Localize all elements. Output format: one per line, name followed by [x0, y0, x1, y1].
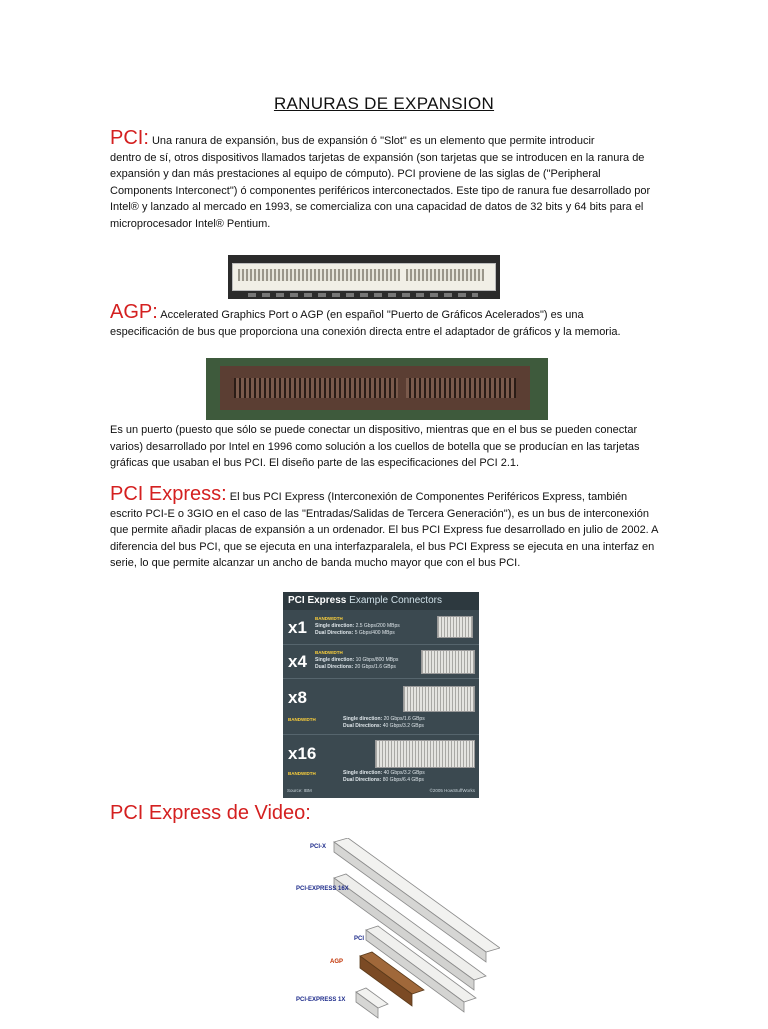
pcie-x4-connector [421, 650, 475, 674]
page-title: RANURAS DE EXPANSION [273, 94, 495, 113]
agp-slot-image [206, 358, 548, 420]
label-agp: AGP [330, 959, 344, 965]
agp-paragraph [110, 302, 658, 340]
agp-paragraph-2: Es un puerto (puesto que sólo se puede conectar un dispositivo, mientras que en el bus se pueden conectar varios) desarrollado por Intel en 1996 como solución a los cuellos de botella que se producían en las tarjetas gráficas que usaban el bus PCI. El diseño parte de las especificaciones del PCI 2.1. [110, 424, 640, 469]
label-pci-express-1x: PCI-EXPRESS 1X [296, 997, 346, 1003]
agp-heading: AGP: [110, 301, 158, 323]
label-pci: PCI [354, 936, 365, 942]
pcie-x8-label: x8 [288, 688, 307, 707]
pcie-figure-source: Source: IBM [287, 788, 312, 793]
pci-express-video-heading: PCI Express de Video: [110, 802, 311, 824]
pcie-x8-connector [403, 686, 475, 712]
label-pci-x: PCI-X [310, 844, 327, 850]
pci-express-text-rest: escrito PCI-E o 3GIO en el caso de las "Entradas/Salidas de Tercera Generación"), es un bus de interconexión que permite añadir placas de expansión a un ordenador. El bus PCI Express fue desarrollado en julio de 2002. A diferencia del bus PCI, que se ejecuta en una interfazparalela, el bus PCI Express se ejecuta en una interfaz en serie, lo que permite alcanzar un ancho de banda mucho mayor que con el bus PCI. [110, 507, 658, 569]
agp-text-first: Accelerated Graphics Port o AGP (en español "Puerto de Gráficos Acelerados") es una [160, 309, 584, 321]
pcie-x1-label: x1 [288, 618, 307, 637]
pci-slot-image [228, 255, 500, 299]
pci-express-text-first: El bus PCI Express (Interconexión de Componentes Periféricos Express, también [229, 491, 628, 503]
pci-express-video-slots-image [290, 838, 500, 1024]
pci-express-paragraph [110, 484, 658, 572]
pci-text-first: Una ranura de expansión, bus de expansión ó "Slot" es un elemento que permite introducir [151, 135, 595, 147]
pci-text-rest: dentro de sí, otros dispositivos llamados tarjetas de expansión (son tarjetas que se introducen en la ranura de expansión y dan más prestaciones al equipo de cómputo). PCI proviene de las siglas de ("Peripheral Components Interconect") ó componentes periféricos interconectados. Este tipo de ranura fue desarrollado por Intel® y lanzado al mercado en 1993, se comercializa con una capacidad de datos de 32 bits y 64 bits para el microprocesador Intel® Pentium. [110, 151, 651, 230]
pcie-x4-label: x4 [288, 652, 307, 671]
pci-paragraph [110, 128, 658, 232]
pcie-x1-connector [437, 616, 473, 638]
pcie-figure-copyright: ©2005 HowStuffWorks [429, 788, 475, 793]
pci-express-heading: PCI Express: [110, 483, 227, 505]
label-pci-express-16x: PCI-EXPRESS 16X [296, 886, 349, 892]
pcie-figure-title: PCI Express Example Connectors [283, 592, 479, 610]
pcie-example-connectors-image: PCI Express Example Connectors x1 BANDWIDTH Single direction: 2.5 Gbps/200 MBps Dual Directions: 5 Gbps/400 MBps x4 BANDWIDTH Single direction: 10 Gbps/800 MBps Dual Directions: 20 Gbps/1.6 GBps x8 BANDWIDTH Single direction: 20 Gbps/1.6 GBps Dual Directions: 40 Gbps/3.2 GBps x16 BANDWIDTH Single direction: 40 Gbps/3.2 GBps Dual Directions: 80 Gbps/6.4 GBps Source: IBM ©2005 HowStuffWorks [283, 592, 479, 798]
agp-text-rest: especificación de bus que proporciona una conexión directa entre el adaptador de gráficos y la memoria. [110, 325, 621, 338]
pcie-x16-label: x16 [288, 744, 317, 763]
pci-heading: PCI: [110, 127, 149, 149]
pcie-x16-connector [375, 740, 475, 768]
